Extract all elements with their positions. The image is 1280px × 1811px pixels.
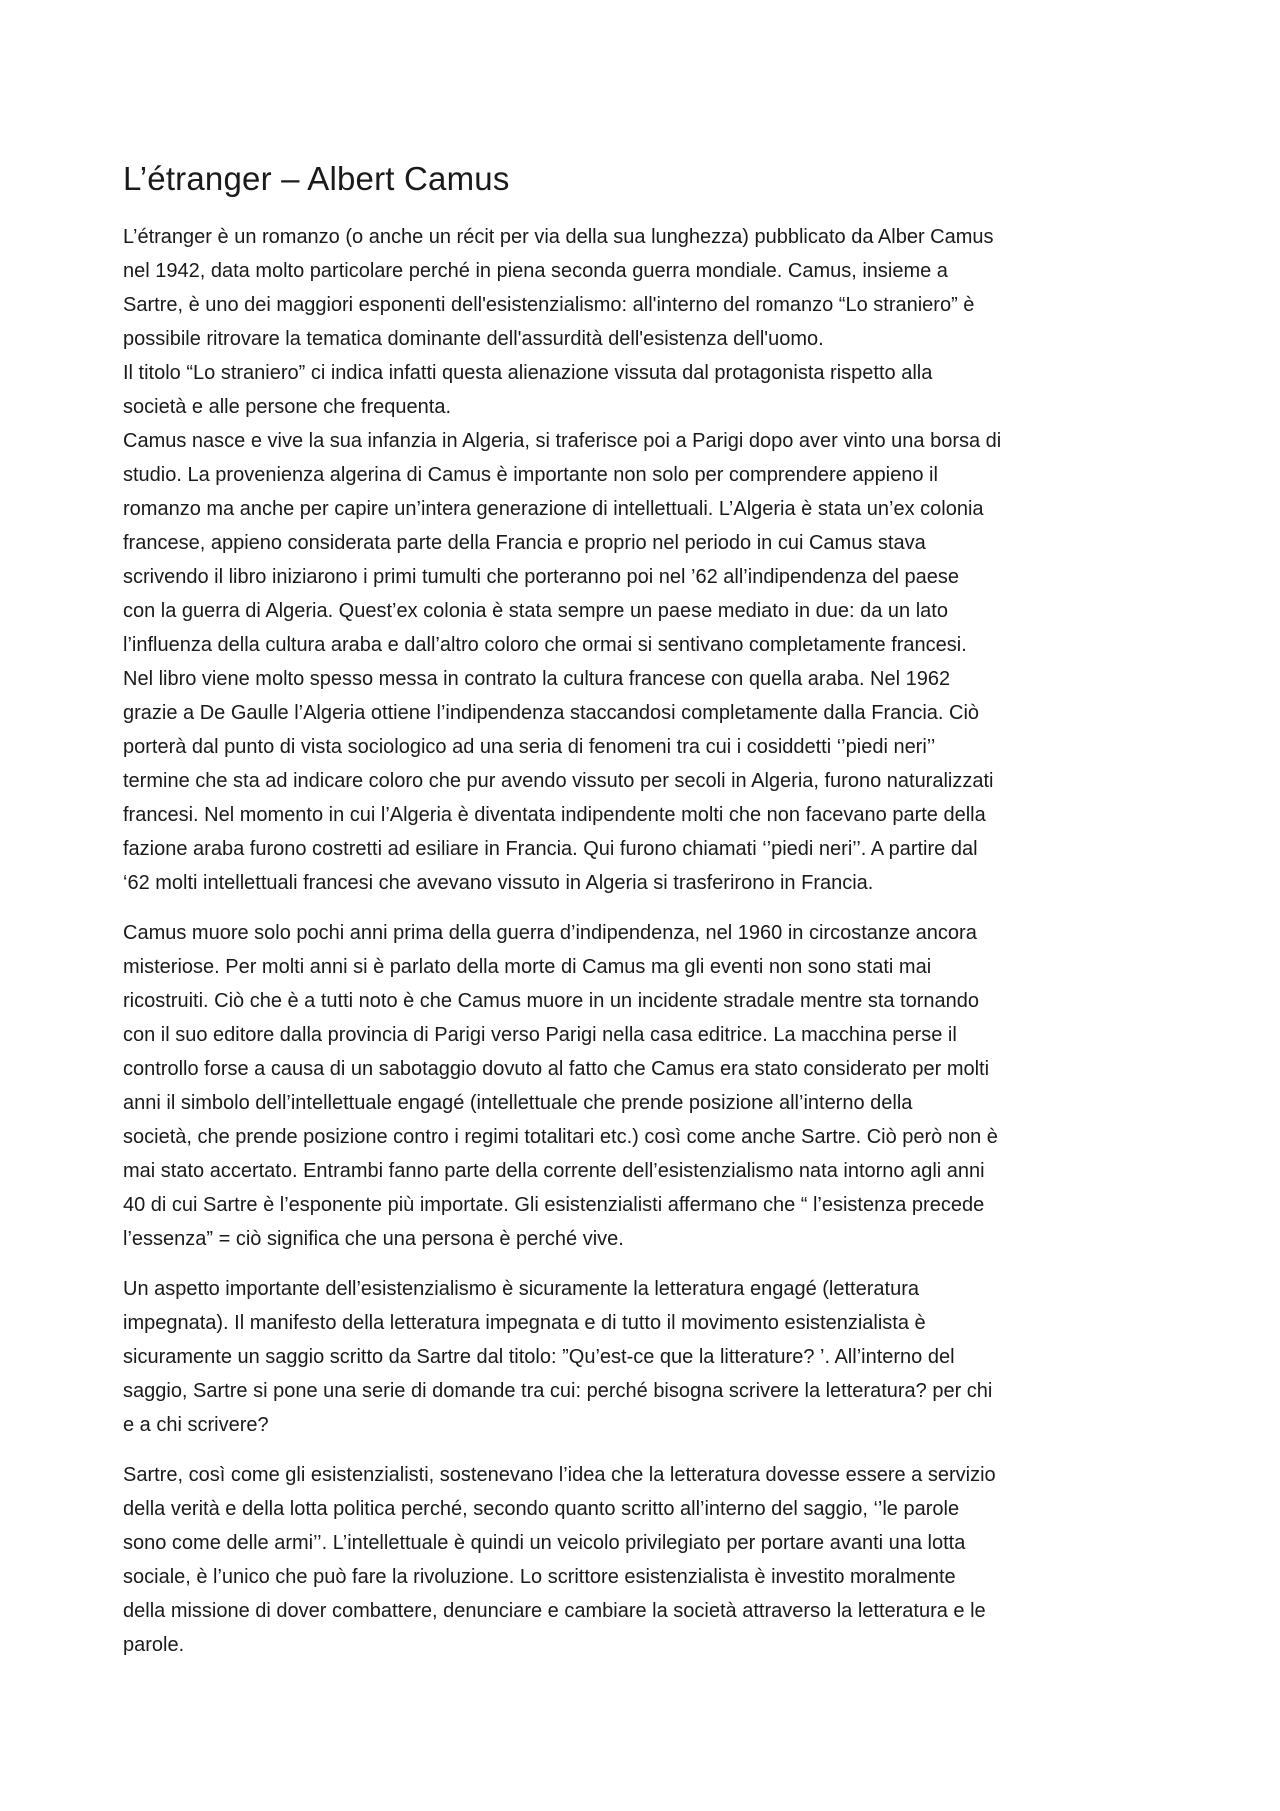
text-line: nel 1942, data molto particolare perché in piena seconda guerra mondiale. Camus, insieme a: [123, 260, 948, 282]
text-line: sicuramente un saggio scritto da Sartre dal titolo: ”Qu’est-ce que la litterature? ’. All’interno del: [123, 1346, 955, 1368]
text-line: con la guerra di Algeria. Quest’ex colonia è stata sempre un paese mediato in due: da un lato: [123, 600, 948, 622]
text-line: porterà dal punto di vista sociologico ad una seria di fenomeni tra cui i cosiddetti ‘’piedi neri’’: [123, 736, 936, 758]
text-line: sociale, è l’unico che può fare la rivoluzione. Lo scrittore esistenzialista è investito moralmente: [123, 1566, 956, 1588]
text-line: fazione araba furono costretti ad esiliare in Francia. Qui furono chiamati ‘’piedi neri’’. A partire dal: [123, 838, 978, 860]
text-line: grazie a De Gaulle l’Algeria ottiene l’indipendenza staccandosi completamente dalla Francia. Ciò: [123, 702, 980, 724]
text-line: saggio, Sartre si pone una serie di domande tra cui: perché bisogna scrivere la letteratura? per chi: [123, 1380, 993, 1402]
text-line: Il titolo “Lo straniero” ci indica infatti questa alienazione vissuta dal protagonista rispetto alla: [123, 362, 933, 384]
text-line: parole.: [123, 1634, 185, 1656]
text-line: termine che sta ad indicare coloro che pur avendo vissuto per secoli in Algeria, furono naturalizzati: [123, 770, 994, 792]
text-line: impegnata). Il manifesto della letteratura impegnata e di tutto il movimento esistenzialista è: [123, 1312, 926, 1334]
paragraph-1: [123, 220, 1173, 900]
text-line: Nel libro viene molto spesso messa in contrato la cultura francese con quella araba. Nel 1962: [123, 668, 951, 690]
text-line: studio. La provenienza algerina di Camus è importante non solo per comprendere appieno il: [123, 464, 938, 486]
text-line: Un aspetto importante dell’esistenzialismo è sicuramente la letteratura engagé (letteratura: [123, 1278, 919, 1300]
text-line: misteriose. Per molti anni si è parlato della morte di Camus ma gli eventi non sono stati mai: [123, 956, 932, 978]
document-body: [123, 158, 1173, 1678]
document-title: L’étranger – Albert Camus: [123, 160, 510, 197]
paragraph-4: [123, 1458, 1173, 1662]
text-line: società, che prende posizione contro i regimi totalitari etc.) così come anche Sartre. Ciò però non è: [123, 1126, 998, 1148]
text-line: società e alle persone che frequenta.: [123, 396, 451, 418]
text-line: L’étranger è un romanzo (o anche un récit per via della sua lunghezza) pubblicato da Alber Camus: [123, 226, 994, 248]
text-line: romanzo ma anche per capire un’intera generazione di intellettuali. L’Algeria è stata un’ex colonia: [123, 498, 984, 520]
text-line: e a chi scrivere?: [123, 1414, 269, 1436]
text-line: della verità e della lotta politica perché, secondo quanto scritto all’interno del saggio, ‘’le parole: [123, 1498, 960, 1520]
text-line: francese, appieno considerata parte della Francia e proprio nel periodo in cui Camus stava: [123, 532, 926, 554]
text-line: mai stato accertato. Entrambi fanno parte della corrente dell’esistenzialismo nata intorno agli anni: [123, 1160, 985, 1182]
text-line: anni il simbolo dell’intellettuale engagé (intellettuale che prende posizione all’interno della: [123, 1092, 913, 1114]
text-line: Camus nasce e vive la sua infanzia in Algeria, si traferisce poi a Parigi dopo aver vinto una borsa di: [123, 430, 1002, 452]
text-line: francesi. Nel momento in cui l’Algeria è diventata indipendente molti che non facevano parte della: [123, 804, 986, 826]
paragraph-2: [123, 916, 1173, 1256]
text-line: controllo forse a causa di un sabotaggio dovuto al fatto che Camus era stato considerato per molti: [123, 1058, 990, 1080]
text-line: Sartre, è uno dei maggiori esponenti dell'esistenzialismo: all'interno del romanzo “Lo straniero” è: [123, 294, 975, 316]
text-line: l’essenza” = ciò significa che una persona è perché vive.: [123, 1228, 624, 1250]
text-line: Camus muore solo pochi anni prima della guerra d’indipendenza, nel 1960 in circostanze ancora: [123, 922, 977, 944]
text-line: 40 di cui Sartre è l’esponente più importate. Gli esistenzialisti affermano che “ l’esistenza precede: [123, 1194, 985, 1216]
text-line: della missione di dover combattere, denunciare e cambiare la società attraverso la letteratura e le: [123, 1600, 986, 1622]
text-line: l’influenza della cultura araba e dall’altro coloro che ormai si sentivano completamente francesi.: [123, 634, 967, 656]
text-line: scrivendo il libro iniziarono i primi tumulti che porteranno poi nel ’62 all’indipendenza del paese: [123, 566, 960, 588]
text-line: Sartre, così come gli esistenzialisti, sostenevano l’idea che la letteratura dovesse essere a servizio: [123, 1464, 996, 1486]
text-line: con il suo editore dalla provincia di Parigi verso Parigi nella casa editrice. La macchina perse il: [123, 1024, 957, 1046]
text-line: sono come delle armi’’. L’intellettuale è quindi un veicolo privilegiato per portare avanti una lotta: [123, 1532, 966, 1554]
text-line: possibile ritrovare la tematica dominante dell'assurdità dell'esistenza dell'uomo.: [123, 328, 824, 350]
paragraph-3: [123, 1272, 1173, 1442]
text-line: ricostruiti. Ciò che è a tutti noto è che Camus muore in un incidente stradale mentre sta tornando: [123, 990, 980, 1012]
paragraph-container: [123, 220, 1173, 1662]
text-line: ‘62 molti intellettuali francesi che avevano vissuto in Algeria si trasferirono in Francia.: [123, 872, 874, 894]
